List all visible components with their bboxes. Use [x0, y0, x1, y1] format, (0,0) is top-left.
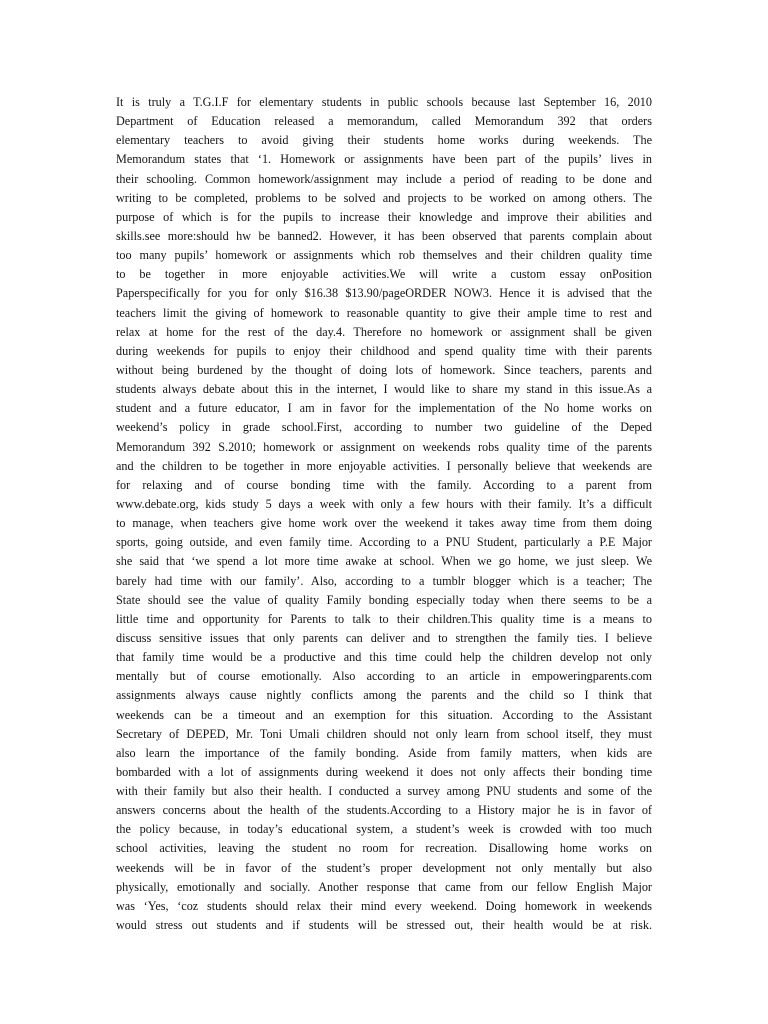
text-line: Memorandum 392 S.2010; homework or assignment on weekends robs quality time of the parents: [116, 439, 652, 454]
text-line: to be together in more enjoyable activities.We will write a custom essay onPosition: [116, 267, 652, 282]
text-line: mentally but of course emotionally. Also according to an article in empoweringparents.com: [116, 669, 652, 684]
text-line: to manage, when teachers give home work over the weekend it takes away time from them doing: [116, 516, 652, 531]
text-line: Department of Education released a memorandum, called Memorandum 392 that orders: [116, 114, 652, 129]
text-line: elementary teachers to avoid giving their students home works during weekends. The: [116, 133, 652, 148]
text-line: relax at home for the rest of the day.4. Therefore no homework or assignment shall be given: [116, 324, 652, 339]
text-line: sports, going outside, and even family time. According to a PNU Student, particularly a P.E Major: [116, 535, 652, 550]
text-line: weekends can be a timeout and an exemption for this situation. According to the Assistant: [116, 707, 652, 722]
text-line: the policy because, in today’s educational system, a student’s week is crowded with too much: [116, 822, 652, 837]
text-line: teachers limit the giving of homework to reasonable quantity to give their ample time to rest and: [116, 305, 652, 320]
text-line: she said that ‘we spend a lot more time awake at school. When we go home, we just sleep. We: [116, 554, 652, 569]
text-line: students always debate about this in the internet, I would like to share my stand in this issue.As a: [116, 382, 652, 397]
text-line: student and a future educator, I am in favor for the implementation of the No home works on: [116, 401, 652, 416]
text-line: barely had time with our family’. Also, according to a tumblr blogger which is a teacher; The: [116, 573, 652, 588]
text-line: State should see the value of quality Family bonding especially today when there seems to be a: [116, 592, 652, 607]
text-line: physically, emotionally and socially. Another response that came from our fellow English Major: [116, 879, 652, 894]
text-line: for relaxing and of course bonding time with the family. According to a parent from: [116, 477, 652, 492]
text-line: bombarded with a lot of assignments during weekend it does not only affects their bonding time: [116, 764, 652, 779]
text-line: purpose of which is for the pupils to increase their knowledge and improve their abilities and: [116, 209, 652, 224]
text-line: It is truly a T.G.I.F for elementary students in public schools because last September 16, 2010: [116, 95, 652, 109]
text-line: that family time would be a productive and this time could help the children develop not only: [116, 650, 652, 665]
text-line: little time and opportunity for Parents to talk to their children.This quality time is a means to: [116, 611, 652, 626]
text-line: discuss sensitive issues that only parents can deliver and to strengthen the family ties. I believe: [116, 630, 652, 645]
text-line: and the children to be together in more enjoyable activities. I personally believe that weekends are: [116, 458, 652, 473]
text-line: Paperspecifically for you for only $16.38 $13.90/pageORDER NOW3. Hence it is advised that the: [116, 286, 652, 301]
text-line: www.debate.org, kids study 5 days a week with only a few hours with their family. It’s a difficult: [116, 496, 652, 511]
text-line: during weekends for pupils to enjoy their childhood and spend quality time with their parents: [116, 343, 652, 358]
text-line: also learn the importance of the family bonding. Aside from family matters, when kids are: [116, 745, 652, 760]
text-line: answers concerns about the health of the students.According to a History major he is in favor of: [116, 803, 652, 818]
text-line: Memorandum states that ‘1. Homework or assignments have been part of the pupils’ lives in: [116, 152, 652, 167]
text-line: would stress out students and if students will be stressed out, their health would be at risk.: [116, 918, 652, 933]
text-line: writing to be completed, problems to be solved and projects to be worked on among others. The: [116, 190, 652, 205]
text-line: too many pupils’ homework or assignments which rob themselves and their children quality time: [116, 248, 652, 263]
text-line: Secretary of DEPED, Mr. Toni Umali children should not only learn from school itself, they must: [116, 726, 652, 741]
text-line: skills.see more:should hw be banned2. However, it has been observed that parents complain about: [116, 228, 652, 243]
text-line: weekends will be in favor of the student’s proper development not only mentally but also: [116, 860, 652, 875]
text-line: their schooling. Common homework/assignment may include a period of reading to be done and: [116, 171, 652, 186]
text-line: weekend’s policy in grade school.First, according to number two guideline of the Deped: [116, 420, 652, 435]
essay-body: [116, 93, 652, 935]
text-line: with their family but also their health. I conducted a survey among PNU students and some of the: [116, 784, 652, 799]
text-line: without being burdened by the thought of doing lots of homework. Since teachers, parents and: [116, 362, 652, 377]
text-line: assignments always cause nightly conflicts among the parents and the child so I think that: [116, 688, 652, 703]
text-line: school activities, leaving the student no room for recreation. Disallowing home works on: [116, 841, 652, 856]
text-line: was ‘Yes, ‘coz students should relax their mind every weekend. Doing homework in weekends: [116, 898, 652, 913]
